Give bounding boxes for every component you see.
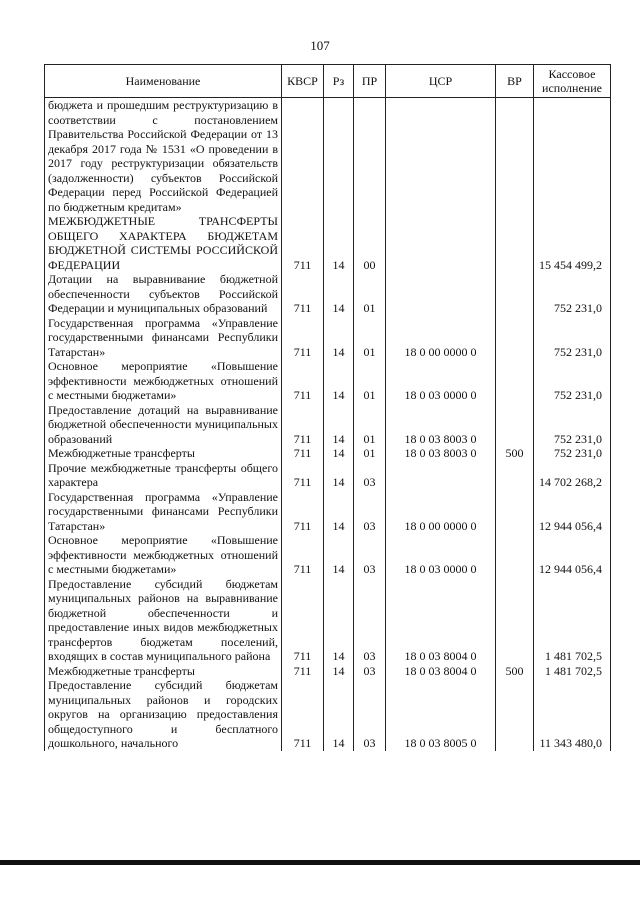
row-amount: 752 231,0 — [534, 359, 611, 403]
row-vr — [496, 577, 534, 664]
row-amount: 1 481 702,5 — [534, 664, 611, 679]
row-kvsr: 711 — [282, 214, 324, 272]
row-amount: 14 702 268,2 — [534, 461, 611, 490]
row-pr: 03 — [354, 490, 386, 534]
page-number: 107 — [310, 38, 330, 53]
row-vr — [496, 490, 534, 534]
table-row — [45, 403, 611, 447]
table-row — [45, 577, 611, 664]
row-name: Дотации на выравнивание бюджетной обеспеченности субъектов Российской Федерации и муниципальных образований — [45, 272, 282, 316]
row-csr: 18 0 03 8004 0 — [386, 664, 496, 679]
row-kvsr: 711 — [282, 316, 324, 360]
row-kvsr: 711 — [282, 359, 324, 403]
row-name: Предоставление субсидий бюджетам муниципальных районов и городских округов на организацию предоставления общедоступного и бесплатного дошкольного, начального — [45, 678, 282, 751]
row-name: Межбюджетные трансферты — [45, 664, 282, 679]
row-pr: 03 — [354, 533, 386, 577]
table-row — [45, 214, 611, 272]
page-bottom-border — [0, 860, 640, 865]
row-amount — [534, 98, 611, 215]
row-name: Межбюджетные трансферты — [45, 446, 282, 461]
row-pr: 03 — [354, 461, 386, 490]
table-row — [45, 533, 611, 577]
table-row — [45, 461, 611, 490]
row-kvsr: 711 — [282, 490, 324, 534]
row-csr: 18 0 00 0000 0 — [386, 490, 496, 534]
row-vr — [496, 403, 534, 447]
row-amount: 752 231,0 — [534, 316, 611, 360]
row-kvsr: 711 — [282, 577, 324, 664]
row-rz: 14 — [324, 359, 354, 403]
row-amount: 752 231,0 — [534, 446, 611, 461]
row-kvsr: 711 — [282, 678, 324, 751]
row-vr — [496, 533, 534, 577]
row-rz: 14 — [324, 577, 354, 664]
table-header-row — [45, 65, 611, 98]
row-amount: 752 231,0 — [534, 272, 611, 316]
header-csr: ЦСР — [386, 65, 496, 98]
row-name: Основное мероприятие «Повышение эффективности межбюджетных отношений с местными бюджетами» — [45, 359, 282, 403]
header-amount: Кассовое исполнение — [534, 65, 611, 98]
row-vr — [496, 214, 534, 272]
row-rz: 14 — [324, 664, 354, 679]
table-row — [45, 316, 611, 360]
row-amount: 752 231,0 — [534, 403, 611, 447]
row-amount: 11 343 480,0 — [534, 678, 611, 751]
table-row — [45, 359, 611, 403]
row-vr — [496, 461, 534, 490]
row-kvsr: 711 — [282, 461, 324, 490]
row-rz: 14 — [324, 272, 354, 316]
row-kvsr: 711 — [282, 403, 324, 447]
row-pr: 00 — [354, 214, 386, 272]
row-name: МЕЖБЮДЖЕТНЫЕ ТРАНСФЕРТЫ ОБЩЕГО ХАРАКТЕРА БЮДЖЕТАМ БЮДЖЕТНОЙ СИСТЕМЫ РОССИЙСКОЙ ФЕДЕРАЦИИ — [45, 214, 282, 272]
row-rz: 14 — [324, 678, 354, 751]
row-csr — [386, 98, 496, 215]
row-csr: 18 0 03 8004 0 — [386, 577, 496, 664]
row-vr: 500 — [496, 446, 534, 461]
row-csr: 18 0 03 8003 0 — [386, 403, 496, 447]
table-row — [45, 664, 611, 679]
row-csr — [386, 214, 496, 272]
row-pr: 01 — [354, 316, 386, 360]
row-pr: 01 — [354, 446, 386, 461]
row-kvsr: 711 — [282, 664, 324, 679]
table-row — [45, 446, 611, 461]
row-amount: 15 454 499,2 — [534, 214, 611, 272]
row-rz: 14 — [324, 446, 354, 461]
header-rz: Рз — [324, 65, 354, 98]
table-row — [45, 272, 611, 316]
table-row — [45, 490, 611, 534]
row-kvsr: 711 — [282, 446, 324, 461]
row-rz: 14 — [324, 403, 354, 447]
header-pr: ПР — [354, 65, 386, 98]
row-pr: 01 — [354, 403, 386, 447]
row-vr — [496, 98, 534, 215]
row-vr — [496, 359, 534, 403]
row-rz: 14 — [324, 316, 354, 360]
row-rz: 14 — [324, 214, 354, 272]
row-csr — [386, 272, 496, 316]
header-name: Наименование — [45, 65, 282, 98]
row-vr — [496, 316, 534, 360]
header-kvsr: КВСР — [282, 65, 324, 98]
row-csr: 18 0 03 8003 0 — [386, 446, 496, 461]
row-kvsr: 711 — [282, 533, 324, 577]
row-name: Прочие межбюджетные трансферты общего характера — [45, 461, 282, 490]
row-pr — [354, 98, 386, 215]
row-csr — [386, 461, 496, 490]
header-vr: ВР — [496, 65, 534, 98]
table-row — [45, 98, 611, 215]
row-name: Основное мероприятие «Повышение эффективности межбюджетных отношений с местными бюджетами» — [45, 533, 282, 577]
row-amount: 1 481 702,5 — [534, 577, 611, 664]
row-name: Государственная программа «Управление государственными финансами Республики Татарстан» — [45, 316, 282, 360]
row-pr: 03 — [354, 664, 386, 679]
row-kvsr: 711 — [282, 272, 324, 316]
row-name: Предоставление дотаций на выравнивание бюджетной обеспеченности муниципальных образований — [45, 403, 282, 447]
row-rz: 14 — [324, 490, 354, 534]
row-pr: 01 — [354, 359, 386, 403]
budget-table — [44, 64, 611, 751]
row-pr: 01 — [354, 272, 386, 316]
row-rz — [324, 98, 354, 215]
row-rz: 14 — [324, 461, 354, 490]
row-csr: 18 0 00 0000 0 — [386, 316, 496, 360]
row-name: Предоставление субсидий бюджетам муниципальных районов на выравнивание бюджетной обеспеченности и предоставление иных видов межбюджетных трансфертов бюджетам поселений, входящих в состав муниципального района — [45, 577, 282, 664]
row-csr: 18 0 03 8005 0 — [386, 678, 496, 751]
row-csr: 18 0 03 0000 0 — [386, 359, 496, 403]
row-vr — [496, 678, 534, 751]
row-vr — [496, 272, 534, 316]
row-rz: 14 — [324, 533, 354, 577]
row-name: Государственная программа «Управление государственными финансами Республики Татарстан» — [45, 490, 282, 534]
table-row — [45, 678, 611, 751]
row-amount: 12 944 056,4 — [534, 533, 611, 577]
row-vr: 500 — [496, 664, 534, 679]
row-pr: 03 — [354, 678, 386, 751]
row-pr: 03 — [354, 577, 386, 664]
row-kvsr — [282, 98, 324, 215]
row-name: бюджета и прошедшим реструктуризацию в соответствии с постановлением Правительства Российской Федерации от 13 декабря 2017 года № 1531 «О проведении в 2017 году реструктуризации обязательств (задолженности) субъектов Российской Федерации перед Российской Федерацией по бюджетным кредитам» — [45, 98, 282, 215]
row-csr: 18 0 03 0000 0 — [386, 533, 496, 577]
row-amount: 12 944 056,4 — [534, 490, 611, 534]
